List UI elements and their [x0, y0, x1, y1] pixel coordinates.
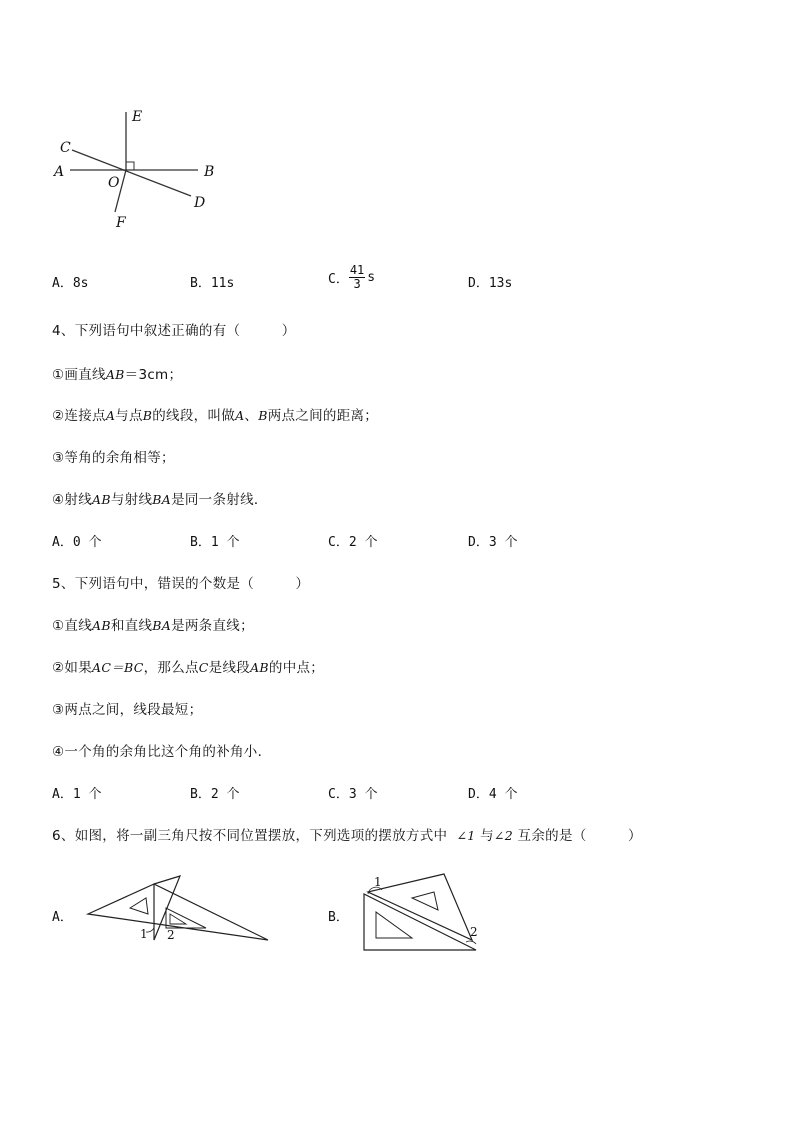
q4-s2-text-e: 两点之间的距离；	[267, 408, 379, 424]
label-f: F	[116, 215, 126, 231]
q6-option-a: A．	[52, 910, 73, 925]
q4-s2-text-d: 、	[244, 408, 259, 424]
q5-s1-var-b: BA	[152, 618, 172, 633]
q5-statement-2	[52, 656, 324, 676]
q4-s2-var-b: B	[142, 408, 153, 423]
q4-s2-var-d: B	[258, 408, 268, 423]
q5-s2-text-b: ，那么点	[143, 660, 199, 676]
q6-stem-text-a: 6、如图，将一副三角尺按不同位置摆放，下列选项的摆放方式中	[52, 828, 448, 844]
lines-figure	[48, 100, 228, 235]
set-square-small-2-cutout	[170, 914, 186, 924]
q4-s4-text-c: 是同一条射线．	[171, 492, 268, 508]
q5-s1-text-a: ①直线	[52, 618, 93, 634]
q5-option-b: B．2 个	[190, 787, 240, 802]
q3-option-c-prefix: C．	[328, 272, 349, 287]
q5-statement-3: ③两点之间，线段最短；	[52, 702, 203, 718]
q4-s2-text-c: 的线段，叫做	[152, 408, 236, 424]
q4-statement-4	[52, 488, 268, 508]
fraction-denominator: 3	[353, 277, 361, 291]
q6-option-b: B．	[328, 910, 349, 925]
q4-option-b: B．1 个	[190, 535, 240, 550]
q5-s1-text-c: 是两条直线；	[171, 618, 254, 634]
set-square-small-2	[166, 908, 206, 928]
q4-s1-rest: ＝3cm；	[124, 367, 183, 383]
set-square-45	[364, 894, 476, 950]
fig-b-label-2: 2	[470, 925, 478, 939]
label-d: D	[194, 195, 206, 211]
label-b: B	[204, 164, 215, 180]
q5-s2-text-c: 是线段	[208, 660, 251, 676]
q5-stem: 5、下列语句中，错误的个数是（ ）	[52, 576, 310, 592]
q6-stem-text-c: 互余的是（ ）	[517, 828, 642, 844]
q6-angle-2: ∠2	[493, 828, 513, 843]
q5-s2-text-a: ②如果	[52, 660, 93, 676]
q3-option-c	[328, 264, 375, 291]
q5-statement-4: ④一个角的余角比这个角的补角小．	[52, 744, 272, 760]
q5-s2-text-d: 的中点；	[268, 660, 325, 676]
q3-option-c-unit: s	[367, 270, 376, 285]
q4-statement-3: ③等角的余角相等；	[52, 450, 175, 466]
q4-s2-var-c: A	[235, 408, 245, 423]
q4-s2-text-a: ②连接点	[52, 408, 106, 424]
q5-s1-var-a: AB	[92, 618, 111, 633]
label-a: A	[54, 164, 65, 180]
q4-s4-text-b: 与射线	[110, 492, 153, 508]
q5-statement-1	[52, 614, 254, 634]
fig-a-label-1: 1	[140, 927, 148, 941]
q6-figure-b	[356, 872, 484, 956]
q6-angle-1: ∠1	[456, 828, 476, 843]
q5-s1-text-b: 和直线	[110, 618, 153, 634]
q6-figure-a	[86, 872, 272, 944]
q4-s4-var-a: AB	[92, 492, 111, 507]
q4-s1-var: AB	[105, 367, 125, 382]
q5-option-c: C．3 个	[328, 787, 378, 802]
q6-stem-text-b: 与	[480, 828, 494, 844]
q4-option-a: A．0 个	[52, 535, 102, 550]
q5-s2-equation: AC＝BC	[92, 660, 144, 675]
q4-s4-var-b: BA	[152, 492, 172, 507]
fraction	[349, 264, 365, 291]
q6-stem	[52, 824, 642, 844]
q4-s2-var-a: A	[105, 408, 116, 423]
q3-option-b: B．11s	[190, 276, 235, 291]
q4-statement-1	[52, 363, 182, 383]
label-e: E	[132, 109, 143, 125]
set-square-30-60	[368, 874, 472, 940]
q5-option-d: D．4 个	[468, 787, 518, 802]
q3-option-d: D．13s	[468, 276, 513, 291]
q5-s2-var-ab: AB	[250, 660, 269, 675]
set-square-large	[88, 884, 268, 940]
q4-statement-2	[52, 404, 378, 424]
q5-option-a: A．1 个	[52, 787, 102, 802]
line-cd	[72, 150, 191, 196]
label-o: O	[108, 175, 120, 191]
q4-option-c: C．2 个	[328, 535, 378, 550]
q4-s1-text: ①画直线	[52, 367, 106, 383]
q5-s2-var-c: C	[198, 660, 209, 675]
set-square-30-60-cutout	[412, 892, 438, 910]
q4-s4-text-a: ④射线	[52, 492, 93, 508]
fig-b-label-1: 1	[374, 875, 382, 889]
fraction-numerator: 41	[349, 263, 365, 277]
right-angle-mark	[126, 162, 134, 170]
q4-option-d: D．3 个	[468, 535, 518, 550]
set-square-large-cutout	[130, 898, 148, 914]
angle-arc-2	[466, 941, 476, 944]
q4-stem: 4、下列语句中叙述正确的有（ ）	[52, 323, 296, 339]
q4-s2-text-b: 与点	[115, 408, 143, 424]
label-c: C	[60, 140, 71, 156]
q3-option-a: A．8s	[52, 276, 89, 291]
fig-a-label-2: 2	[167, 928, 175, 942]
